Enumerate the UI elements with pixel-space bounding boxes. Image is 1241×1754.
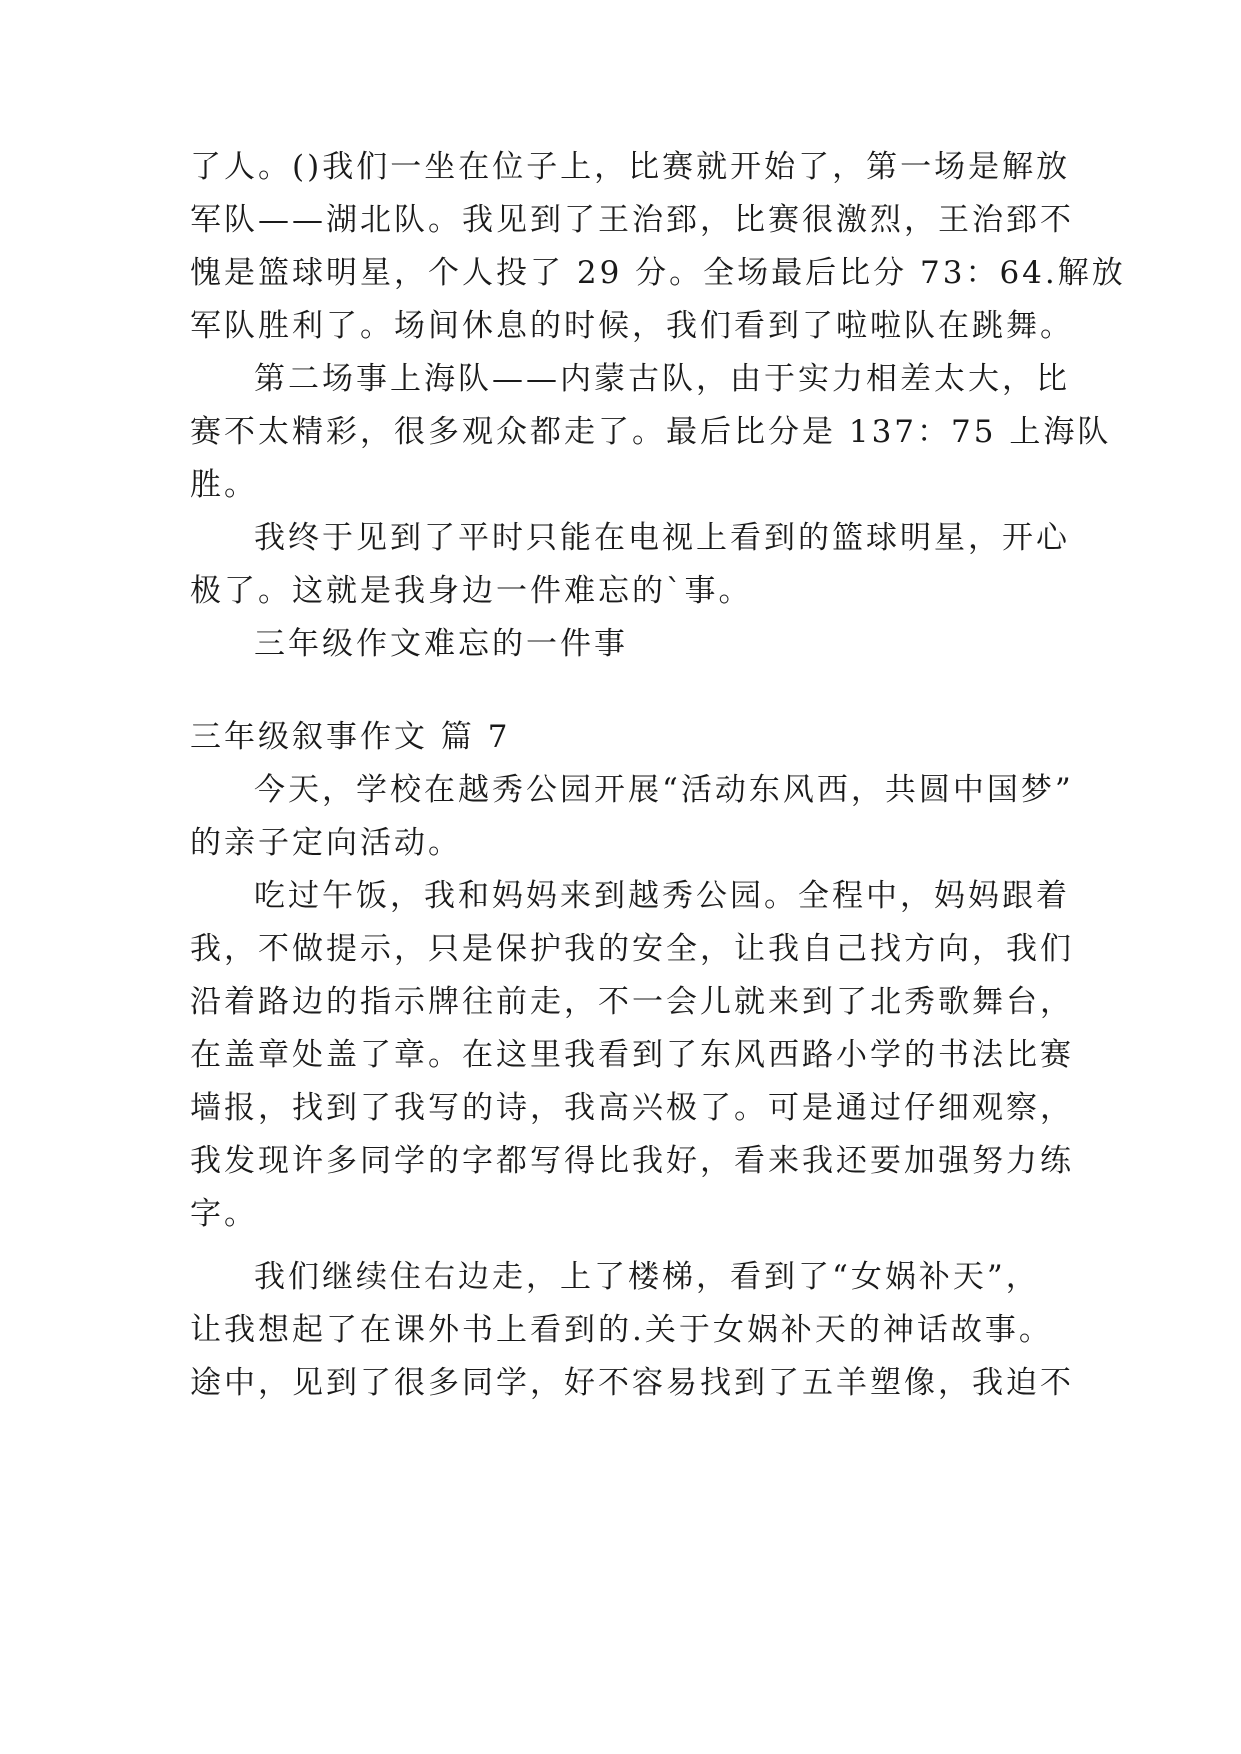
text-line: 了人。()我们一坐在位子上，比赛就开始了，第一场是解放 <box>190 149 1071 185</box>
text-line: 极了。这就是我身边一件难忘的`事。 <box>190 573 753 609</box>
paragraph-start-line: 我终于见到了平时只能在电视上看到的篮球明星，开心 <box>254 520 1070 556</box>
paragraph-start-line: 今天，学校在越秀公园开展“活动东风西，共圆中国梦” <box>254 772 1074 808</box>
text-line: 沿着路边的指示牌往前走，不一会儿就来到了北秀歌舞台， <box>190 984 1074 1020</box>
text-line: 赛不太精彩，很多观众都走了。最后比分是 137：75 上海队 <box>190 414 1112 450</box>
text-line: 我，不做提示，只是保护我的安全，让我自己找方向，我们 <box>190 931 1074 967</box>
text-line: 军队胜利了。场间休息的时候，我们看到了啦啦队在跳舞。 <box>190 308 1074 344</box>
text-line: 胜。 <box>190 467 258 503</box>
text-line: 的亲子定向活动。 <box>190 825 462 861</box>
closing-title-line: 三年级作文难忘的一件事 <box>254 626 628 662</box>
section-heading: 三年级叙事作文 篇 7 <box>190 719 511 755</box>
text-line: 墙报，找到了我写的诗，我高兴极了。可是通过仔细观察， <box>190 1090 1074 1126</box>
text-line: 途中，见到了很多同学，好不容易找到了五羊塑像，我迫不 <box>190 1365 1074 1401</box>
text-line: 在盖章处盖了章。在这里我看到了东风西路小学的书法比赛 <box>190 1037 1074 1073</box>
text-line: 让我想起了在课外书上看到的.关于女娲补天的神话故事。 <box>190 1312 1053 1348</box>
text-line: 军队——湖北队。我见到了王治郅，比赛很激烈，王治郅不 <box>190 202 1074 238</box>
text-line: 愧是篮球明星，个人投了 29 分。全场最后比分 73：64.解放 <box>190 255 1126 291</box>
paragraph-start-line: 我们继续住右边走，上了楼梯，看到了“女娲补天”， <box>254 1259 1040 1295</box>
text-line: 字。 <box>190 1196 258 1232</box>
paragraph-start-line: 第二场事上海队——内蒙古队，由于实力相差太大，比 <box>254 361 1070 397</box>
paragraph-start-line: 吃过午饭，我和妈妈来到越秀公园。全程中，妈妈跟着 <box>254 878 1070 914</box>
text-line: 我发现许多同学的字都写得比我好，看来我还要加强努力练 <box>190 1143 1074 1179</box>
